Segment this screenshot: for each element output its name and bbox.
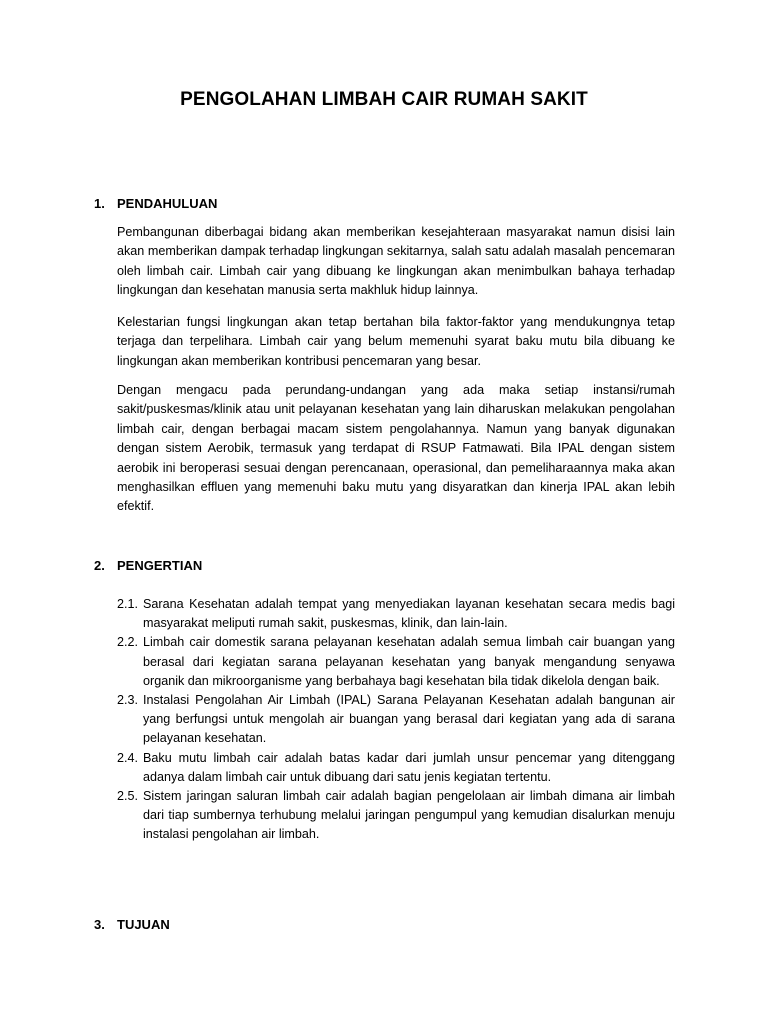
paragraph: Pembangunan diberbagai bidang akan memberikan kesejahteraan masyarakat namun disisi lain akan memberikan dampak terhadap lingkungan sekitarnya, salah satu adalah masalah pencemaran oleh limbah cair. Limbah cair yang dibuang ke lingkungan akan menimbulkan bahaya terhadap lingkungan dan kesehatan manusia serta makhluk hidup lainnya. (117, 225, 675, 298)
section-heading-tujuan (94, 917, 170, 932)
section-number: 2. (94, 558, 105, 573)
list-item-number: 2.5. (117, 789, 139, 804)
section-number: 3. (94, 917, 105, 932)
section-title: TUJUAN (117, 917, 170, 932)
paragraph: Kelestarian fungsi lingkungan akan tetap bertahan bila faktor-faktor yang mendukungnya tetap terjaga dan terpelihara. Limbah cair yang belum memenuhi syarat baku mutu bila dibuang ke lingkungan akan memberikan kontribusi pencemaran yang besar. (117, 315, 675, 368)
definition-list (117, 595, 675, 845)
list-item (117, 749, 675, 787)
list-item-text: Instalasi Pengolahan Air Limbah (IPAL) Sarana Pelayanan Kesehatan adalah bangunan air yang berfungsi untuk mengolah air buangan yang berasal dari kegiatan yang ada di sarana pelayanan kesehatan. (143, 693, 675, 746)
document-title: PENGOLAHAN LIMBAH CAIR RUMAH SAKIT (180, 89, 588, 110)
list-item-number: 2.2. (117, 635, 139, 650)
list-item-number: 2.4. (117, 750, 139, 765)
list-item-text: Limbah cair domestik sarana pelayanan kesehatan adalah semua limbah cair buangan yang berasal dari kegiatan sarana pelayanan kesehatan yang banyak mengandung senyawa organik dan mikroorganisme yang berbahaya bagi kesehatan bila tidak dikelola dengan baik. (143, 635, 675, 688)
list-item-text: Sistem jaringan saluran limbah cair adalah bagian pengelolaan air limbah dimana air limbah dari tiap sumbernya terhubung melalui jaringan pengumpul yang kemudian disalurkan menuju instalasi pengolahan air limbah. (143, 789, 675, 842)
list-item-number: 2.3. (117, 693, 139, 708)
list-item-number: 2.1. (117, 597, 139, 611)
section-heading-pengertian (94, 558, 202, 573)
section-number: 1. (94, 196, 105, 211)
section-heading-pendahuluan (94, 196, 217, 211)
list-item (117, 595, 675, 633)
list-item (117, 633, 675, 691)
list-item-text: Baku mutu limbah cair adalah batas kadar dari jumlah unsur pencemar yang ditenggang adanya dalam limbah cair untuk dibuang dari satu jenis kegiatan tertentu. (143, 750, 675, 784)
list-item (117, 691, 675, 749)
section-title: PENGERTIAN (117, 558, 203, 573)
list-item-text: Sarana Kesehatan adalah tempat yang menyediakan layanan kesehatan secara medis bagi masyarakat meliputi rumah sakit, puskesmas, klinik, dan lain-lain. (143, 597, 675, 631)
section-title: PENDAHULUAN (117, 196, 218, 211)
paragraph: Dengan mengacu pada perundang-undangan yang ada maka setiap instansi/rumah sakit/puskesmas/klinik atau unit pelayanan kesehatan yang lain diharuskan melakukan pengolahan limbah cair, dengan berbagai macam sistem pengolahannya. Namun yang banyak digunakan dengan sistem Aerobik, termasuk yang terdapat di RSUP Fatmawati. Bila IPAL dengan sistem aerobik ini beroperasi sesuai dengan perencanaan, operasional, dan pemeliharaannya maka akan menghasilkan effluen yang memenuhi baku mutu yang disyaratkan dan kinerja IPAL akan lebih efektif. (117, 383, 675, 514)
list-item (117, 787, 675, 845)
